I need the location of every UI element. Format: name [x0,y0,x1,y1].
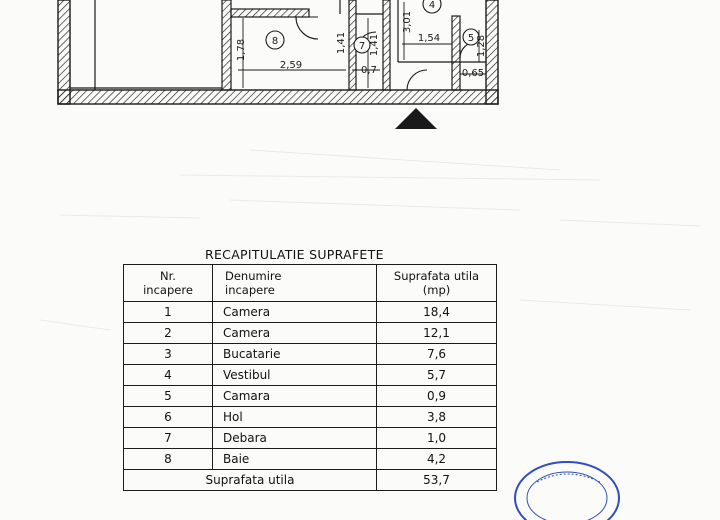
room-number-7: 7 [358,41,366,52]
dim-label: 1,78 [236,38,247,62]
room-area-cell: 3,8 [377,407,497,428]
room-area-cell: 5,7 [377,365,497,386]
room-number-cell: 7 [124,428,213,449]
room-number-8: 8 [271,36,279,47]
total-row [124,470,497,491]
room-name-cell: Hol [213,407,377,428]
official-stamp [512,460,622,520]
recap-title: RECAPITULATIE SUPRAFETE [205,247,384,262]
room-number-5: 5 [467,33,475,44]
room-number-4: 4 [428,0,436,11]
table-row [124,449,497,470]
room-area-cell: 0,9 [377,386,497,407]
room-number-cell: 1 [124,302,213,323]
room-number-cell: 3 [124,344,213,365]
dim-label: 1,54 [417,33,441,44]
room-name-cell: Bucatarie [213,344,377,365]
room-name-cell: Camera [213,323,377,344]
header-room-number: Nr. incapere [124,265,213,302]
room-area-cell: 4,2 [377,449,497,470]
dim-label: 0,7 [361,65,377,76]
room-area-cell: 1,0 [377,428,497,449]
dim-label: 1,28 [476,34,487,58]
header-usable-area: Suprafata utila (mp) [377,265,497,302]
table-row [124,302,497,323]
room-name-cell: Vestibul [213,365,377,386]
table-row [124,407,497,428]
dim-label: 1,41 [336,31,347,55]
table-row [124,365,497,386]
room-name-cell: Baie [213,449,377,470]
room-area-cell: 12,1 [377,323,497,344]
dim-label: 1,41 [369,33,380,57]
table-row [124,323,497,344]
room-number-cell: 2 [124,323,213,344]
dim-label: 2,59 [279,60,303,71]
table-header-row [124,265,497,302]
table-row [124,428,497,449]
room-name-cell: Debara [213,428,377,449]
room-area-cell: 18,4 [377,302,497,323]
dim-label: 0,65 [461,68,485,79]
room-number-cell: 5 [124,386,213,407]
total-area: 53,7 [377,470,497,491]
table-row [124,386,497,407]
table-row [124,344,497,365]
room-name-cell: Camara [213,386,377,407]
room-area-cell: 7,6 [377,344,497,365]
dim-label: 3,01 [402,10,413,34]
header-room-name: Denumire incapere [213,265,377,302]
room-name-cell: Camera [213,302,377,323]
room-number-cell: 6 [124,407,213,428]
room-number-cell: 8 [124,449,213,470]
total-label: Suprafata utila [124,470,377,491]
area-summary-table [123,264,497,491]
floor-plan [0,0,720,135]
room-number-cell: 4 [124,365,213,386]
entrance-arrow-icon [395,108,437,129]
